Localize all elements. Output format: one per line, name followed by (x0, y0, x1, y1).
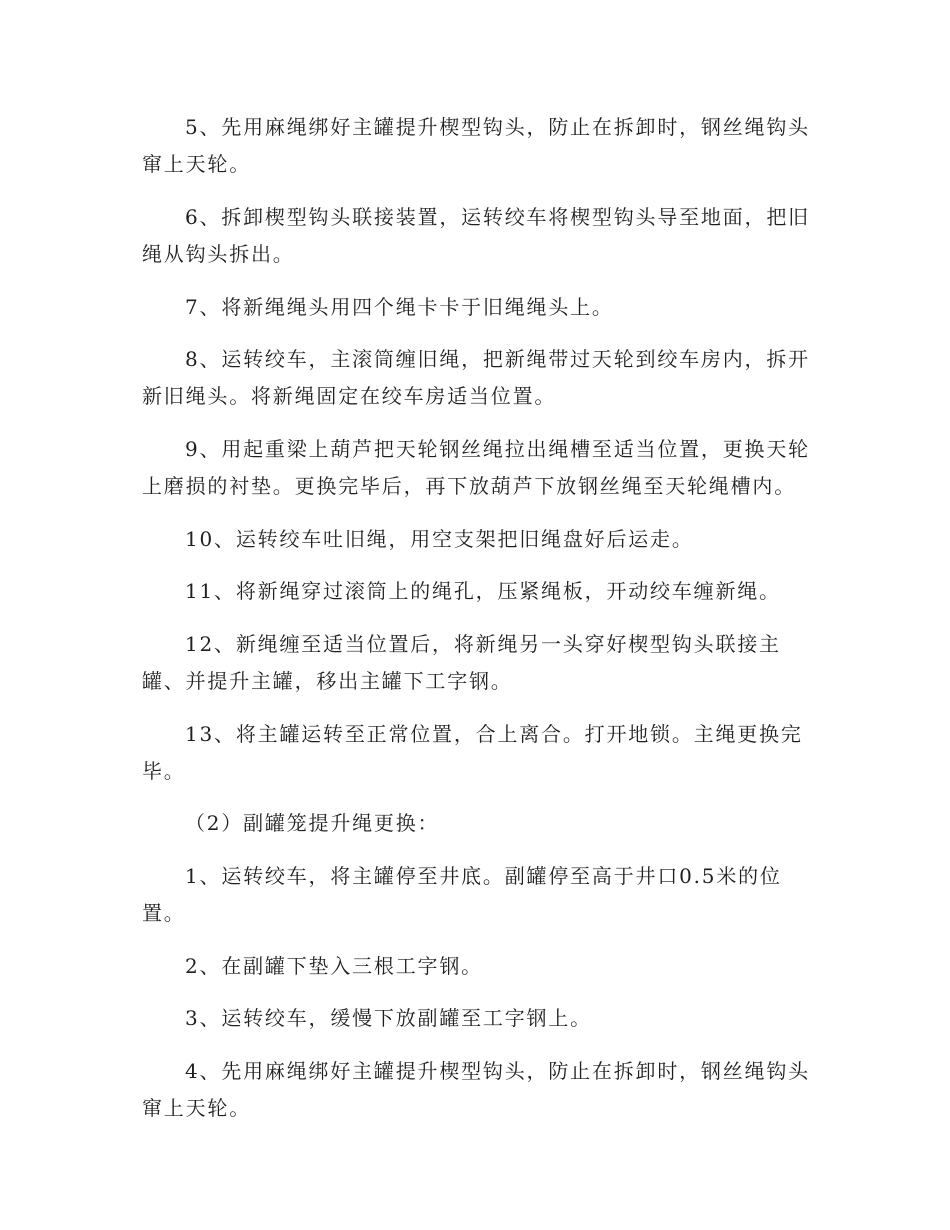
paragraph-line: 绳从钩头拆出。 (142, 241, 295, 266)
paragraph-line: 上磨损的衬垫。更换完毕后，再下放葫芦下放钢丝绳至天轮绳槽内。 (142, 474, 796, 499)
paragraph-line: 11、将新绳穿过滚筒上的绳孔，压紧绳板，开动绞车缠新绳。 (185, 579, 781, 604)
paragraph-line: 5、先用麻绳绑好主罐提升楔型钩头，防止在拆卸时，钢丝绳钩头 (185, 115, 810, 139)
step-paragraph (142, 1000, 810, 1037)
step-paragraph (142, 199, 810, 273)
paragraph-line: 9、用起重梁上葫芦把天轮钢丝绳拉出绳槽至适当位置，更换天轮 (185, 436, 810, 461)
step-paragraph (142, 431, 810, 505)
step-paragraph (142, 716, 810, 790)
step-paragraph (142, 341, 810, 415)
paragraph-line: 6、拆卸楔型钩头联接装置，运转绞车将楔型钩头导至地面，把旧 (185, 204, 810, 229)
paragraph-line: 7、将新绳绳头用四个绳卡卡于旧绳绳头上。 (185, 294, 614, 319)
step-paragraph (142, 109, 810, 183)
document-body (142, 109, 810, 1143)
paragraph-line: 毕。 (142, 758, 186, 783)
paragraph-line: 置。 (142, 901, 186, 926)
paragraph-line: 3、运转绞车，缓慢下放副罐至工字钢上。 (185, 1006, 592, 1031)
paragraph-line: 12、新绳缠至适当位置后，将新绳另一头穿好楔型钩头联接主 (185, 631, 781, 656)
paragraph-line: 窜上天轮。 (142, 1096, 251, 1121)
step-paragraph (142, 858, 810, 932)
step-paragraph (142, 626, 810, 700)
paragraph-line: 1、运转绞车，将主罐停至井底。副罐停至高于井口0.5米的位 (185, 863, 782, 888)
step-paragraph (142, 948, 810, 985)
paragraph-line: 10、运转绞车吐旧绳，用空支架把旧绳盘好后运走。 (185, 526, 694, 551)
step-paragraph (142, 521, 810, 558)
step-paragraph (142, 573, 810, 610)
step-paragraph (142, 289, 810, 326)
step-paragraph (142, 1053, 810, 1127)
section-heading (142, 805, 810, 842)
paragraph-line: 8、运转绞车，主滚筒缠旧绳，把新绳带过天轮到绞车房内，拆开 (185, 347, 810, 372)
paragraph-line: 2、在副罐下垫入三根工字钢。 (185, 953, 483, 978)
paragraph-line: 4、先用麻绳绑好主罐提升楔型钩头，防止在拆卸时，钢丝绳钩头 (185, 1058, 810, 1083)
paragraph-line: 罐、并提升主罐，移出主罐下工字钢。 (142, 668, 513, 693)
paragraph-line: 13、将主罐运转至正常位置，合上离合。打开地锁。主绳更换完 (185, 721, 803, 746)
paragraph-line: 新旧绳头。将新绳固定在绞车房适当位置。 (142, 384, 557, 409)
paragraph-line: 窜上天轮。 (142, 152, 251, 177)
section-heading-text: （2）副罐笼提升绳更换： (185, 811, 440, 836)
